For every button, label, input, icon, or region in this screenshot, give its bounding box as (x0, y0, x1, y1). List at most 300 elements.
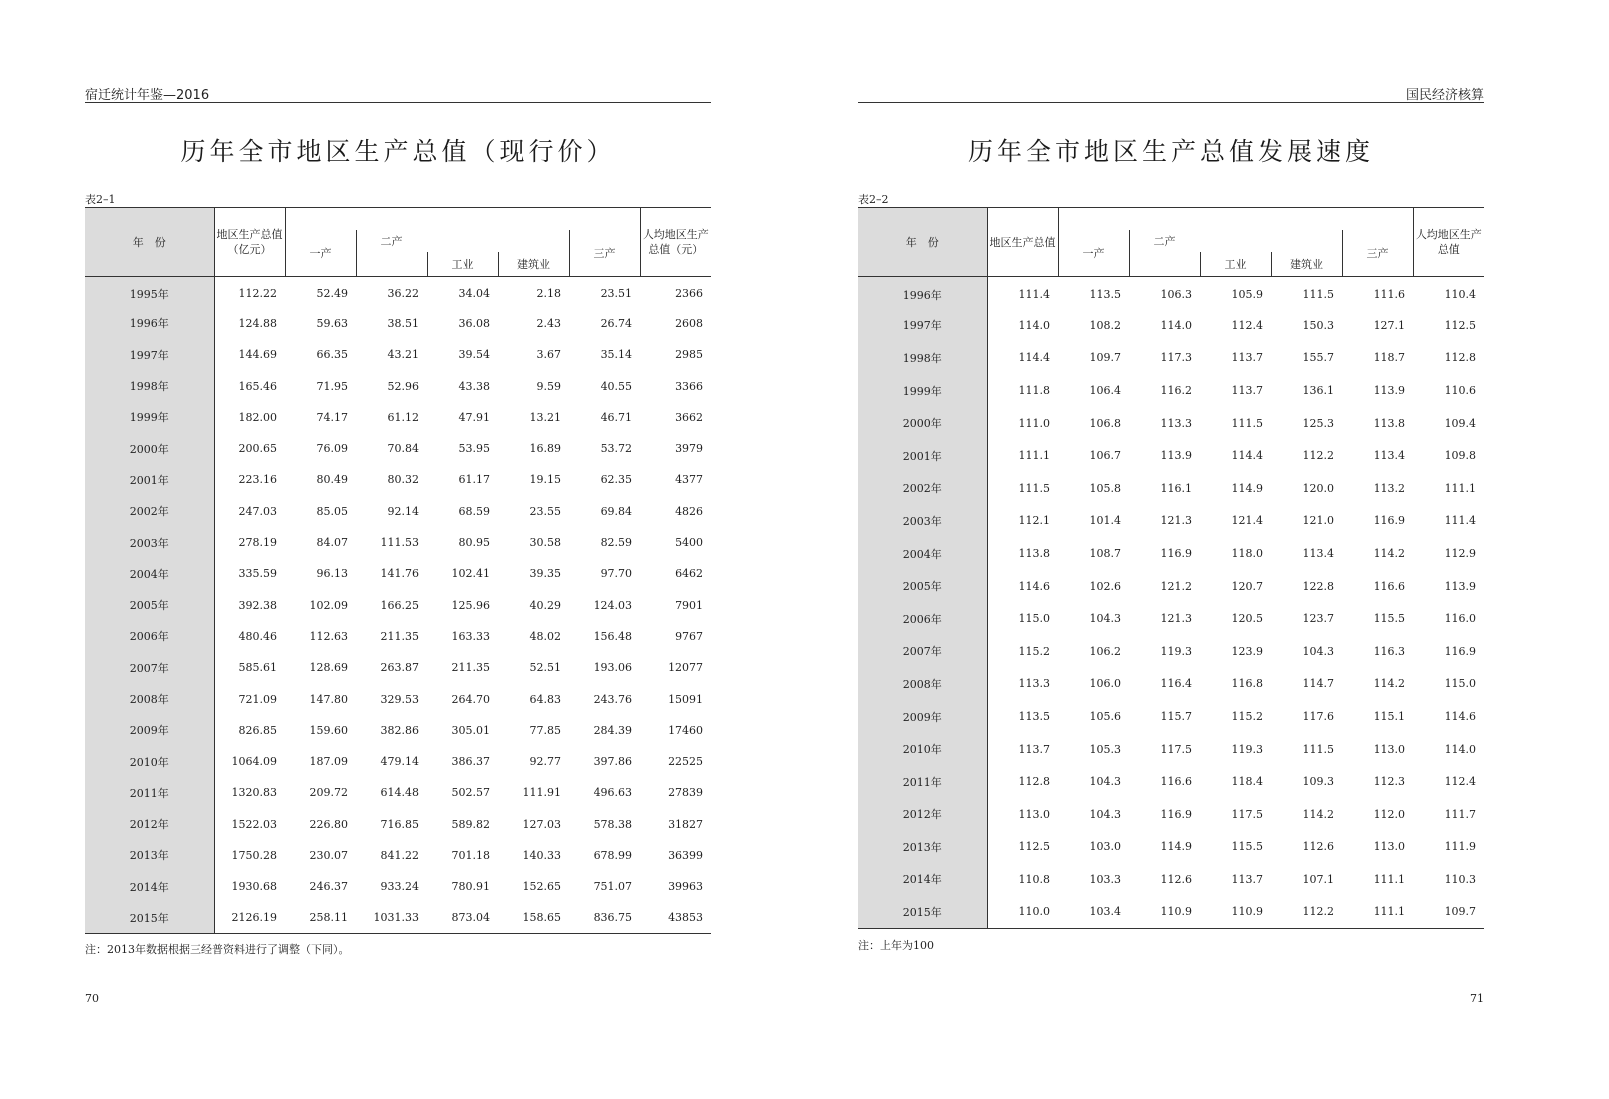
value-cell: 111.5 (1018, 481, 1050, 495)
gdp-growth-index-table (858, 207, 1484, 929)
value-cell: 97.70 (600, 567, 633, 581)
header-tertiary: 三产 (1342, 230, 1413, 277)
value-cell: 111.0 (1018, 416, 1050, 430)
left-page (85, 0, 711, 1099)
value-cell: 71.95 (316, 379, 348, 393)
page-title: 历年全市地区生产总值（现行价） (180, 137, 616, 166)
table-row (858, 472, 1484, 505)
value-cell: 115.0 (1444, 677, 1477, 691)
value-cell: 125.96 (451, 598, 490, 612)
value-cell: 92.77 (529, 755, 561, 769)
year-cell: 2002年 (85, 496, 214, 527)
value-cell: 107.1 (1302, 872, 1334, 886)
value-cell: 39963 (668, 880, 704, 894)
value-cell: 111.5 (1302, 288, 1334, 302)
header-per-capita: 人均地区生产总值 (1413, 208, 1484, 277)
value-cell: 110.3 (1444, 872, 1477, 886)
value-cell: 121.4 (1231, 514, 1263, 528)
value-cell: 26.74 (600, 316, 633, 330)
value-cell: 116.8 (1231, 677, 1263, 691)
table-row (85, 402, 711, 433)
value-cell: 1750.28 (231, 848, 277, 862)
header-year: 年 份 (85, 208, 214, 277)
table-row (85, 277, 711, 308)
value-cell: 115.0 (1018, 612, 1050, 626)
value-cell: 193.06 (593, 661, 633, 675)
value-cell: 114.9 (1160, 840, 1192, 854)
value-cell: 2126.19 (214, 902, 285, 933)
value-cell: 211.35 (380, 629, 419, 643)
value-cell: 105.9 (1231, 288, 1263, 302)
value-cell: 873.04 (427, 902, 498, 933)
value-cell: 106.8 (1089, 416, 1121, 430)
value-cell: 36.08 (458, 316, 490, 330)
value-cell: 836.75 (569, 902, 640, 933)
table-row (858, 537, 1484, 570)
value-cell: 106.4 (1089, 384, 1121, 398)
value-cell: 678.99 (593, 848, 633, 862)
table-row (85, 621, 711, 652)
value-cell: 5400 (675, 536, 704, 550)
value-cell: 43.21 (387, 348, 419, 362)
value-cell: 114.2 (1373, 677, 1406, 691)
right-page (858, 0, 1484, 1099)
value-cell: 27839 (668, 786, 704, 800)
year-cell: 2007年 (85, 652, 214, 683)
value-cell: 182.00 (238, 410, 277, 424)
value-cell: 31827 (668, 817, 704, 831)
value-cell: 111.5 (1231, 416, 1263, 430)
year-cell: 1996年 (858, 277, 987, 310)
value-cell: 246.37 (309, 880, 348, 894)
year-cell: 2008年 (858, 668, 987, 701)
value-cell: 113.7 (1018, 742, 1050, 756)
value-cell: 52.51 (529, 661, 561, 675)
value-cell: 117.3 (1160, 351, 1192, 365)
value-cell: 118.0 (1231, 547, 1263, 561)
value-cell: 113.3 (1018, 677, 1050, 691)
value-cell: 113.0 (1018, 807, 1050, 821)
value-cell: 111.4 (1444, 514, 1477, 528)
table-note: 注：上年为100 (858, 939, 934, 952)
value-cell: 114.0 (1018, 318, 1050, 332)
value-cell: 112.63 (309, 629, 348, 643)
value-cell: 13.21 (529, 410, 561, 424)
value-cell: 40.55 (600, 379, 633, 393)
table-row (858, 635, 1484, 668)
value-cell: 96.13 (316, 567, 348, 581)
value-cell: 3979 (675, 442, 704, 456)
value-cell: 34.04 (458, 287, 490, 301)
table-row (858, 439, 1484, 472)
value-cell: 112.5 (1018, 840, 1050, 854)
year-cell: 2006年 (858, 602, 987, 635)
table-row (85, 652, 711, 683)
value-cell: 23.51 (600, 287, 633, 301)
value-cell: 114.4 (1018, 351, 1050, 365)
value-cell: 68.59 (458, 504, 490, 518)
value-cell: 150.3 (1302, 318, 1334, 332)
value-cell: 2366 (675, 287, 704, 301)
value-cell: 113.0 (1373, 840, 1406, 854)
value-cell: 163.33 (451, 629, 490, 643)
running-head: 国民经济核算 (858, 84, 1484, 103)
year-cell: 2013年 (85, 840, 214, 871)
value-cell: 104.3 (1089, 612, 1121, 626)
year-cell: 2007年 (858, 635, 987, 668)
value-cell: 230.07 (309, 848, 348, 862)
value-cell: 117.5 (1231, 807, 1263, 821)
value-cell: 103.3 (1089, 872, 1121, 886)
header-tertiary: 三产 (569, 230, 640, 277)
value-cell: 112.6 (1302, 840, 1334, 854)
year-cell: 1998年 (85, 370, 214, 401)
value-cell: 751.07 (593, 880, 633, 894)
value-cell: 116.9 (1160, 547, 1192, 561)
value-cell: 110.6 (1444, 384, 1477, 398)
value-cell: 38.51 (387, 316, 419, 330)
value-cell: 589.82 (451, 817, 490, 831)
value-cell: 19.15 (529, 473, 561, 487)
value-cell: 119.3 (1160, 644, 1192, 658)
value-cell: 226.80 (309, 817, 348, 831)
year-cell: 2009年 (858, 700, 987, 733)
value-cell: 52.96 (387, 379, 419, 393)
table-row (85, 527, 711, 558)
value-cell: 127.03 (522, 817, 561, 831)
value-cell: 116.0 (1444, 612, 1477, 626)
year-cell: 2009年 (85, 715, 214, 746)
value-cell: 110.0 (987, 896, 1058, 929)
value-cell: 115.7 (1160, 710, 1192, 724)
value-cell: 80.95 (458, 536, 490, 550)
year-cell: 2000年 (858, 407, 987, 440)
value-cell: 109.7 (1413, 896, 1484, 929)
table-number: 表2–2 (858, 193, 889, 206)
value-cell: 47.91 (458, 410, 490, 424)
value-cell: 1064.09 (231, 755, 277, 769)
value-cell: 147.80 (309, 692, 348, 706)
value-cell: 114.7 (1302, 677, 1334, 691)
value-cell: 52.49 (316, 287, 348, 301)
value-cell: 122.8 (1302, 579, 1334, 593)
year-cell: 1999年 (858, 374, 987, 407)
value-cell: 112.1 (1018, 514, 1050, 528)
table-row (858, 505, 1484, 538)
value-cell: 113.9 (1160, 449, 1192, 463)
table-row (858, 798, 1484, 831)
value-cell: 112.4 (1231, 318, 1263, 332)
value-cell: 116.1 (1160, 481, 1192, 495)
value-cell: 120.5 (1231, 612, 1263, 626)
value-cell: 114.9 (1231, 481, 1263, 495)
value-cell: 116.3 (1373, 644, 1406, 658)
value-cell: 114.2 (1302, 807, 1334, 821)
value-cell: 112.2 (1271, 896, 1342, 929)
value-cell: 66.35 (316, 348, 348, 362)
value-cell: 43.38 (458, 379, 490, 393)
table-row (85, 871, 711, 902)
value-cell: 109.8 (1444, 449, 1477, 463)
value-cell: 109.7 (1089, 351, 1121, 365)
value-cell: 12077 (668, 661, 704, 675)
value-cell: 124.03 (593, 598, 633, 612)
value-cell: 53.72 (600, 442, 633, 456)
value-cell: 48.02 (529, 629, 561, 643)
value-cell: 116.2 (1160, 384, 1192, 398)
value-cell: 117.5 (1160, 742, 1192, 756)
header-primary: 一产 (285, 230, 356, 277)
year-cell: 1995年 (85, 277, 214, 308)
value-cell: 305.01 (451, 723, 490, 737)
value-cell: 111.1 (1444, 481, 1477, 495)
table-row (85, 683, 711, 714)
value-cell: 112.8 (1018, 775, 1050, 789)
table-row (85, 746, 711, 777)
value-cell: 59.63 (316, 316, 348, 330)
gdp-current-price-table (85, 207, 711, 934)
value-cell: 2.43 (536, 316, 561, 330)
table-row (858, 602, 1484, 635)
value-cell: 1930.68 (231, 880, 277, 894)
year-cell: 2010年 (85, 746, 214, 777)
value-cell: 114.4 (1231, 449, 1263, 463)
value-cell: 39.54 (458, 348, 490, 362)
year-cell: 2012年 (85, 809, 214, 840)
table-number: 表2–1 (85, 193, 116, 206)
value-cell: 284.39 (593, 723, 633, 737)
table-row (858, 277, 1484, 310)
value-cell: 125.3 (1302, 416, 1334, 430)
year-cell: 2004年 (85, 558, 214, 589)
value-cell: 116.6 (1373, 579, 1406, 593)
header-gdp: 地区生产总值（亿元） (214, 208, 285, 277)
value-cell: 243.76 (593, 692, 633, 706)
table-row (85, 777, 711, 808)
value-cell: 43853 (640, 902, 711, 933)
value-cell: 116.9 (1373, 514, 1406, 528)
value-cell: 113.8 (1373, 416, 1406, 430)
table-row (85, 308, 711, 339)
header-construction: 建筑业 (498, 252, 569, 277)
value-cell: 22525 (668, 755, 704, 769)
value-cell: 80.32 (387, 473, 419, 487)
value-cell: 397.86 (593, 755, 633, 769)
year-cell: 1997年 (85, 339, 214, 370)
table-row (858, 700, 1484, 733)
value-cell: 119.3 (1231, 742, 1263, 756)
value-cell: 101.4 (1089, 514, 1121, 528)
value-cell: 116.6 (1160, 775, 1192, 789)
header-primary: 一产 (1058, 230, 1129, 277)
value-cell: 2985 (675, 348, 704, 362)
value-cell: 114.6 (1444, 710, 1477, 724)
value-cell: 111.4 (1018, 288, 1050, 302)
value-cell: 116.9 (1444, 644, 1477, 658)
value-cell: 159.60 (309, 723, 348, 737)
value-cell: 158.65 (498, 902, 569, 933)
running-head: 宿迁统计年鉴—2016 (85, 84, 711, 103)
value-cell: 112.5 (1444, 318, 1477, 332)
value-cell: 113.7 (1231, 351, 1263, 365)
table-row (85, 370, 711, 401)
year-cell: 2014年 (85, 871, 214, 902)
table-row (858, 863, 1484, 896)
value-cell: 166.25 (380, 598, 419, 612)
value-cell: 113.4 (1373, 449, 1406, 463)
value-cell: 933.24 (380, 880, 419, 894)
value-cell: 278.19 (238, 536, 277, 550)
value-cell: 77.85 (529, 723, 561, 737)
value-cell: 111.91 (522, 786, 561, 800)
year-cell: 2011年 (858, 765, 987, 798)
year-cell: 2001年 (85, 464, 214, 495)
value-cell: 103.4 (1058, 896, 1129, 929)
value-cell: 105.8 (1089, 481, 1121, 495)
value-cell: 92.14 (387, 504, 419, 518)
value-cell: 585.61 (238, 661, 277, 675)
value-cell: 141.76 (380, 567, 419, 581)
value-cell: 480.46 (238, 629, 277, 643)
value-cell: 104.3 (1089, 807, 1121, 821)
value-cell: 2608 (675, 316, 704, 330)
page-number: 70 (85, 992, 99, 1005)
table-row (85, 809, 711, 840)
table-row (858, 831, 1484, 864)
table-row (858, 570, 1484, 603)
value-cell: 502.57 (451, 786, 490, 800)
table-row (85, 589, 711, 620)
value-cell: 111.8 (1018, 384, 1050, 398)
value-cell: 109.3 (1302, 775, 1334, 789)
year-cell: 1998年 (858, 342, 987, 375)
value-cell: 113.5 (1018, 710, 1050, 724)
value-cell: 104.3 (1302, 644, 1334, 658)
value-cell: 3662 (675, 410, 704, 424)
value-cell: 112.3 (1373, 775, 1406, 789)
value-cell: 120.0 (1302, 481, 1334, 495)
table-row (85, 715, 711, 746)
table-row (858, 374, 1484, 407)
value-cell: 113.5 (1089, 288, 1121, 302)
value-cell: 118.4 (1231, 775, 1263, 789)
value-cell: 30.58 (529, 536, 561, 550)
value-cell: 109.4 (1444, 416, 1477, 430)
value-cell: 1522.03 (231, 817, 277, 831)
value-cell: 4826 (675, 504, 704, 518)
table-row (85, 840, 711, 871)
value-cell: 111.1 (1373, 872, 1406, 886)
value-cell: 105.6 (1089, 710, 1121, 724)
value-cell: 62.35 (600, 473, 633, 487)
header-secondary: 二产 (356, 230, 569, 252)
value-cell: 113.3 (1160, 416, 1192, 430)
value-cell: 121.3 (1160, 612, 1192, 626)
value-cell: 16.89 (529, 442, 561, 456)
value-cell: 39.35 (529, 567, 561, 581)
value-cell: 156.48 (593, 629, 633, 643)
value-cell: 6462 (675, 567, 704, 581)
value-cell: 114.2 (1373, 547, 1406, 561)
value-cell: 264.70 (451, 692, 490, 706)
value-cell: 116.9 (1160, 807, 1192, 821)
value-cell: 106.2 (1089, 644, 1121, 658)
table-body (85, 277, 711, 934)
year-cell: 2008年 (85, 683, 214, 714)
value-cell: 382.86 (380, 723, 419, 737)
value-cell: 115.2 (1231, 710, 1263, 724)
value-cell: 479.14 (380, 755, 419, 769)
value-cell: 113.9 (1373, 384, 1406, 398)
value-cell: 110.9 (1200, 896, 1271, 929)
header-per-capita: 人均地区生产总值（元） (640, 208, 711, 277)
table-row (858, 765, 1484, 798)
table-row (85, 339, 711, 370)
value-cell: 23.55 (529, 504, 561, 518)
value-cell: 127.1 (1373, 318, 1406, 332)
value-cell: 716.85 (380, 817, 419, 831)
value-cell: 826.85 (238, 723, 277, 737)
year-cell: 2005年 (858, 570, 987, 603)
value-cell: 85.05 (316, 504, 348, 518)
value-cell: 9767 (675, 629, 704, 643)
value-cell: 113.4 (1302, 547, 1334, 561)
year-cell: 2015年 (858, 896, 987, 929)
value-cell: 136.1 (1302, 384, 1334, 398)
value-cell: 121.3 (1160, 514, 1192, 528)
year-cell: 2002年 (858, 472, 987, 505)
value-cell: 335.59 (238, 567, 277, 581)
value-cell: 115.1 (1373, 710, 1406, 724)
value-cell: 116.4 (1160, 677, 1192, 691)
value-cell: 53.95 (458, 442, 490, 456)
value-cell: 7901 (675, 598, 704, 612)
table-row (858, 407, 1484, 440)
table-row (858, 733, 1484, 766)
value-cell: 841.22 (380, 848, 419, 862)
header-spacer (285, 208, 640, 231)
header-blank (1129, 252, 1200, 277)
value-cell: 187.09 (309, 755, 348, 769)
value-cell: 110.8 (1018, 872, 1050, 886)
value-cell: 144.69 (238, 348, 277, 362)
value-cell: 123.7 (1302, 612, 1334, 626)
value-cell: 247.03 (238, 504, 277, 518)
value-cell: 114.6 (1018, 579, 1050, 593)
value-cell: 701.18 (451, 848, 490, 862)
value-cell: 112.6 (1160, 872, 1192, 886)
value-cell: 102.09 (309, 598, 348, 612)
value-cell: 111.1 (1018, 449, 1050, 463)
value-cell: 102.6 (1089, 579, 1121, 593)
value-cell: 392.38 (238, 598, 277, 612)
value-cell: 36399 (668, 848, 704, 862)
header-construction: 建筑业 (1271, 252, 1342, 277)
value-cell: 140.33 (522, 848, 561, 862)
value-cell: 123.9 (1231, 644, 1263, 658)
value-cell: 82.59 (600, 536, 633, 550)
value-cell: 111.9 (1444, 840, 1477, 854)
year-cell: 1997年 (858, 309, 987, 342)
value-cell: 1031.33 (356, 902, 427, 933)
value-cell: 111.53 (380, 536, 419, 550)
table-body (858, 277, 1484, 929)
year-cell: 2006年 (85, 621, 214, 652)
value-cell: 112.0 (1373, 807, 1406, 821)
table-note: 注：2013年数据根据三经普资料进行了调整（下同）。 (85, 943, 350, 956)
value-cell: 69.84 (600, 504, 633, 518)
table-row (85, 433, 711, 464)
